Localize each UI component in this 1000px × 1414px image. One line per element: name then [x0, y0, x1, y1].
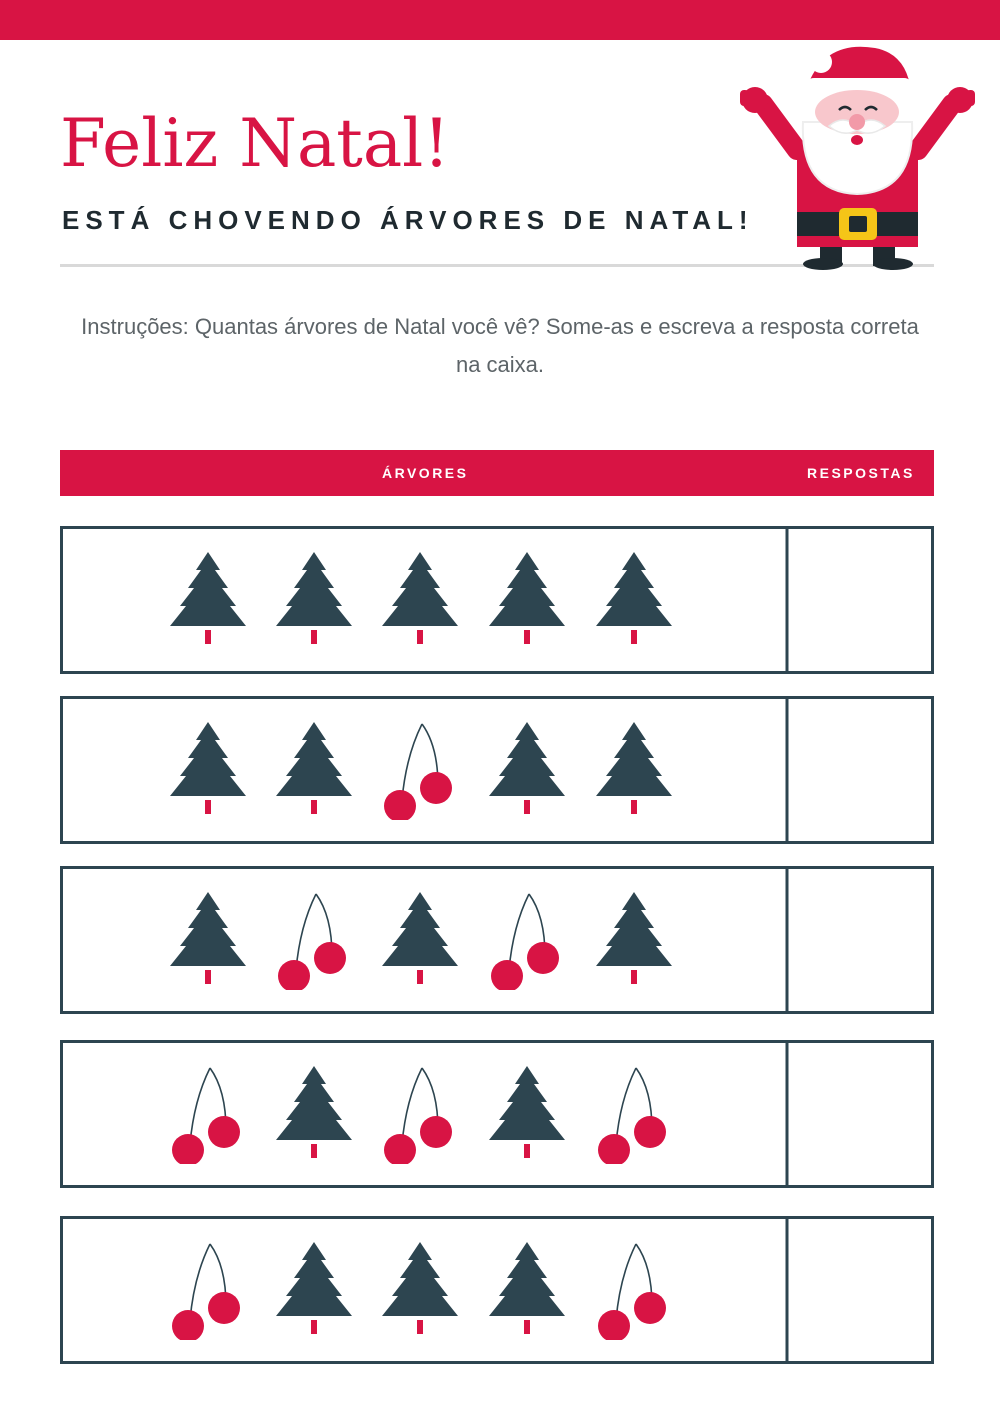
cherry-icon	[372, 1060, 468, 1164]
top-accent-bar	[0, 0, 1000, 40]
answer-box[interactable]	[789, 869, 931, 1011]
tree-icon	[479, 546, 575, 650]
tree-icon	[586, 546, 682, 650]
tree-icon	[479, 1060, 575, 1164]
table-header	[60, 450, 934, 496]
tree-icon	[266, 716, 362, 820]
tree-icon	[160, 886, 256, 990]
worksheet-row	[60, 696, 934, 844]
cherry-icon	[160, 1236, 256, 1340]
santa-icon	[735, 42, 980, 270]
worksheet-row	[60, 1216, 934, 1364]
worksheet-row	[60, 526, 934, 674]
tree-icon	[266, 1060, 362, 1164]
tree-icon	[266, 546, 362, 650]
answer-box[interactable]	[789, 1043, 931, 1185]
cherry-icon	[160, 1060, 256, 1164]
cherry-icon	[586, 1236, 682, 1340]
answer-box[interactable]	[789, 1219, 931, 1361]
cherry-icon	[266, 886, 362, 990]
tree-icon	[586, 716, 682, 820]
header-trees-label: ÁRVORES	[382, 465, 469, 481]
tree-icon	[266, 1236, 362, 1340]
tree-icon	[586, 886, 682, 990]
instructions-text: Instruções: Quantas árvores de Natal você vê? Some-as e escreva a resposta correta na caixa.	[81, 314, 919, 377]
answer-box[interactable]	[789, 699, 931, 841]
worksheet-row	[60, 866, 934, 1014]
tree-icon	[372, 886, 468, 990]
tree-icon	[372, 1236, 468, 1340]
answer-box[interactable]	[789, 529, 931, 671]
cherry-icon	[586, 1060, 682, 1164]
tree-icon	[372, 546, 468, 650]
page-title: Feliz Natal!	[60, 105, 450, 182]
tree-icon	[479, 716, 575, 820]
cherry-icon	[479, 886, 575, 990]
tree-icon	[479, 1236, 575, 1340]
tree-icon	[160, 716, 256, 820]
cherry-icon	[372, 716, 468, 820]
header-answers-label: RESPOSTAS	[807, 465, 915, 481]
tree-icon	[160, 546, 256, 650]
page-subtitle: ESTÁ CHOVENDO ÁRVORES DE NATAL!	[62, 205, 754, 235]
worksheet-row	[60, 1040, 934, 1188]
